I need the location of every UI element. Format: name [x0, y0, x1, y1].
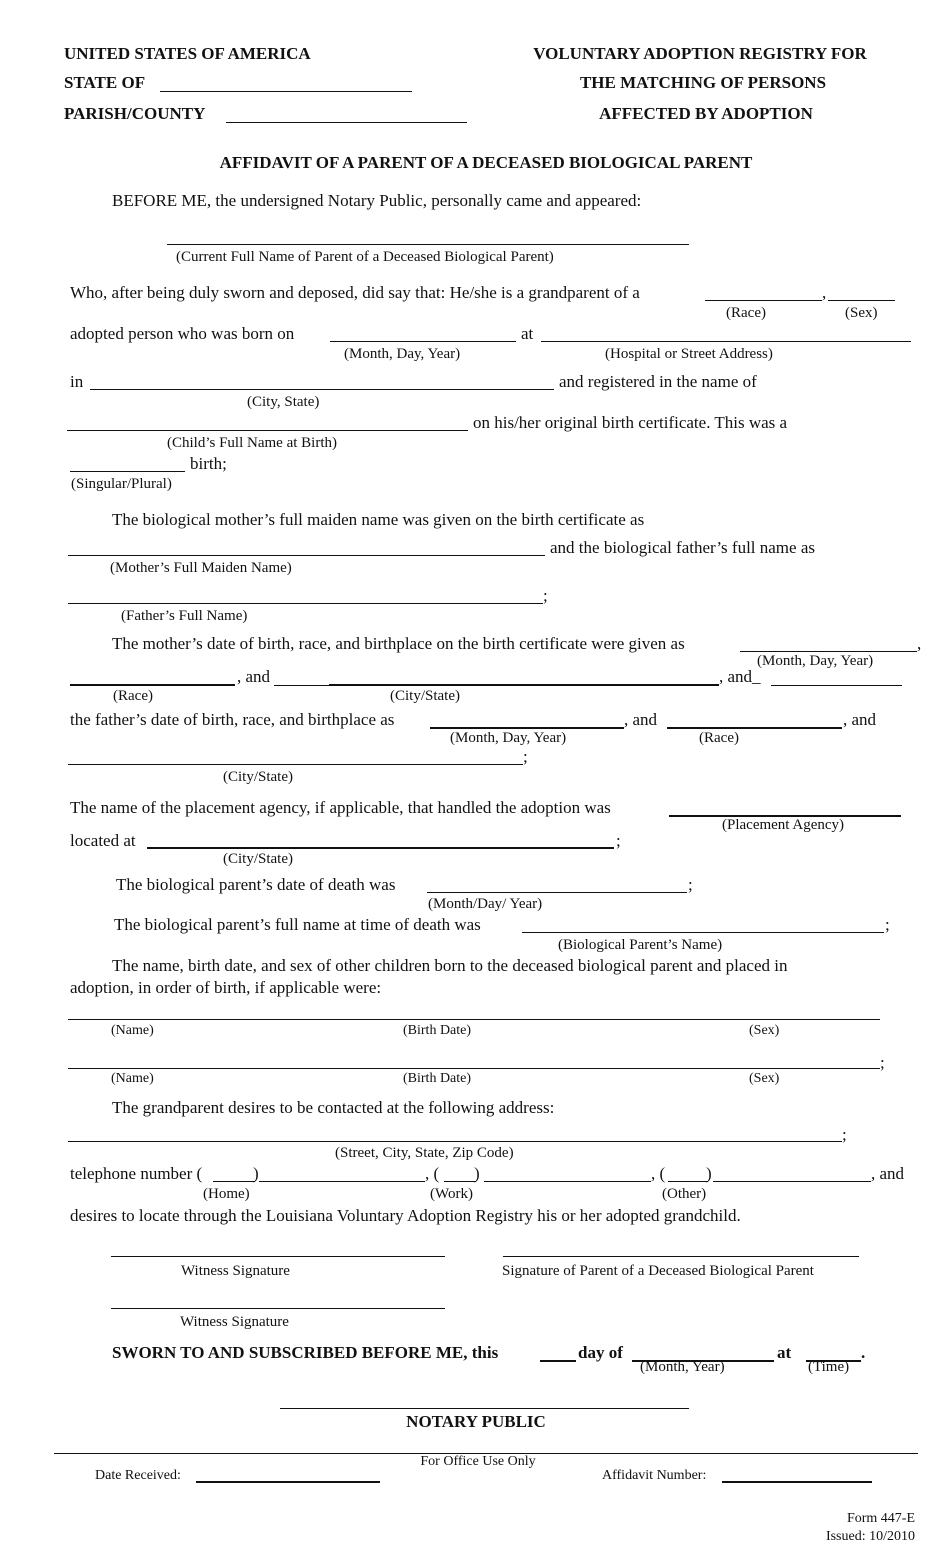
semicolon-5: ;: [885, 915, 890, 934]
notary-public-label: NOTARY PUBLIC: [406, 1412, 546, 1431]
mother-dob-field[interactable]: [740, 651, 917, 652]
father-name-field[interactable]: [68, 603, 543, 604]
other-children-text-2: adoption, in order of birth, if applicable were:: [70, 978, 382, 997]
registered-text: and registered in the name of: [559, 372, 757, 391]
date-received-label: Date Received:: [95, 1468, 181, 1483]
mother-extra-field[interactable]: [771, 685, 902, 686]
state-field[interactable]: [160, 91, 412, 92]
father-birthplace-field[interactable]: [68, 764, 523, 765]
other-child-2-sex-caption: (Sex): [749, 1071, 780, 1086]
other-paren-open: , (: [651, 1164, 666, 1183]
and-text-5: , and: [871, 1164, 905, 1183]
other-child-2-birthdate-caption: (Birth Date): [403, 1071, 472, 1086]
semicolon-2: ;: [523, 747, 528, 766]
semicolon-7: ;: [842, 1125, 847, 1144]
other-phone-field[interactable]: [713, 1181, 871, 1182]
date-received-field[interactable]: [196, 1481, 380, 1483]
father-name-caption: (Father’s Full Name): [121, 608, 248, 624]
issued-date: Issued: 10/2010: [825, 1529, 915, 1544]
other-paren-close: ): [706, 1164, 712, 1183]
registry-title-line1: VOLUNTARY ADOPTION REGISTRY FOR: [533, 44, 867, 63]
other-child-1-field[interactable]: [68, 1019, 880, 1020]
other-child-1-birthdate-caption: (Birth Date): [403, 1023, 472, 1038]
located-at-text: located at: [70, 831, 136, 850]
document-title: AFFIDAVIT OF A PARENT OF A DECEASED BIOLOGICAL PARENT: [219, 153, 753, 172]
witness-2-caption: Witness Signature: [180, 1314, 289, 1330]
parent-name-field[interactable]: [167, 244, 689, 245]
mother-dob-text: The mother’s date of birth, race, and birthplace on the birth certificate were given as: [112, 634, 685, 653]
sworn-statement: Who, after being duly sworn and deposed, did say that: He/she is a grandparent of a: [70, 283, 640, 302]
work-phone-field[interactable]: [484, 1181, 651, 1182]
other-caption: (Other): [662, 1186, 707, 1202]
comma: ,: [822, 283, 827, 302]
agency-caption: (Placement Agency): [722, 817, 845, 833]
telephone-text: telephone number (: [70, 1164, 203, 1183]
semicolon-6: ;: [880, 1053, 885, 1072]
intro-text: BEFORE ME, the undersigned Notary Public, personally came and appeared:: [112, 191, 642, 210]
home-phone-field[interactable]: [259, 1181, 425, 1182]
mother-name-caption: (Mother’s Full Maiden Name): [110, 560, 292, 576]
and-text-3: , and: [624, 710, 658, 729]
singular-plural-field[interactable]: [70, 471, 185, 472]
sex-field[interactable]: [828, 300, 895, 301]
original-certificate-text: on his/her original birth certificate. This was a: [473, 413, 788, 432]
semicolon-3: ;: [616, 831, 621, 850]
and-text-1: , and: [237, 667, 271, 686]
other-child-1-name-caption: (Name): [111, 1023, 154, 1038]
contact-text: The grandparent desires to be contacted at the following address:: [112, 1098, 555, 1117]
witness-1-caption: Witness Signature: [181, 1263, 290, 1279]
other-child-2-name-caption: (Name): [111, 1071, 154, 1086]
death-date-caption: (Month/Day/ Year): [428, 896, 543, 912]
home-paren-close: ): [253, 1164, 259, 1183]
mother-dob-caption: (Month, Day, Year): [757, 653, 874, 669]
birth-text: birth;: [190, 454, 227, 473]
semicolon: ;: [543, 586, 548, 605]
in-text: in: [70, 372, 84, 391]
other-child-2-field[interactable]: [68, 1068, 880, 1069]
parent-name-caption: (Current Full Name of Parent of a Deceased Biological Parent): [176, 249, 554, 265]
death-date-text: The biological parent’s date of death was: [116, 875, 396, 894]
father-dob-text: the father’s date of birth, race, and birthplace as: [70, 710, 395, 729]
child-name-field[interactable]: [67, 430, 468, 431]
father-race-field[interactable]: [667, 727, 842, 729]
other-child-1-sex-caption: (Sex): [749, 1023, 780, 1038]
sworn-day-field[interactable]: [540, 1360, 576, 1362]
affidavit-number-label: Affidavit Number:: [602, 1468, 707, 1483]
address-caption: (Street, City, State, Zip Code): [335, 1145, 514, 1161]
mother-name-field[interactable]: [68, 555, 545, 556]
affidavit-number-field[interactable]: [722, 1481, 872, 1483]
sworn-month-year-caption: (Month, Year): [640, 1359, 725, 1375]
semicolon-4: ;: [688, 875, 693, 894]
child-name-caption: (Child’s Full Name at Birth): [167, 435, 337, 451]
at-text: at: [521, 324, 534, 343]
address-field[interactable]: [68, 1141, 842, 1142]
agency-location-caption: (City/State): [223, 851, 293, 867]
birth-date-field[interactable]: [330, 341, 516, 342]
birth-city-caption: (City, State): [247, 394, 320, 410]
hospital-caption: (Hospital or Street Address): [605, 346, 773, 362]
home-area-code-field[interactable]: [213, 1181, 255, 1182]
witness-1-signature-line[interactable]: [111, 1256, 445, 1257]
sworn-text: SWORN TO AND SUBSCRIBED BEFORE ME, this: [112, 1343, 499, 1362]
mother-race-field[interactable]: [70, 684, 235, 686]
and-text-4: , and: [843, 710, 877, 729]
hospital-field[interactable]: [541, 341, 911, 342]
form-number: Form 447-E: [846, 1511, 915, 1526]
other-area-code-field[interactable]: [668, 1181, 708, 1182]
mother-intro-text: The biological mother’s full maiden name was given on the birth certificate as: [112, 510, 645, 529]
work-caption: (Work): [430, 1186, 473, 1202]
locate-text: desires to locate through the Louisiana Voluntary Adoption Registry his or her adopted grandchild.: [70, 1206, 741, 1225]
agency-text: The name of the placement agency, if applicable, that handled the adoption was: [70, 798, 611, 817]
mother-birthplace-field[interactable]: [329, 684, 719, 686]
parent-signature-caption: Signature of Parent of a Deceased Biological Parent: [502, 1263, 814, 1279]
father-dob-caption: (Month, Day, Year): [450, 730, 567, 746]
parish-label: PARISH/COUNTY: [64, 104, 206, 123]
registry-title-line2: THE MATCHING OF PERSONS: [579, 73, 827, 92]
and-text-2: , and_: [719, 667, 761, 686]
singular-plural-caption: (Singular/Plural): [71, 476, 172, 492]
work-area-code-field: [444, 1181, 476, 1182]
mother-birthplace-field-a[interactable]: [274, 685, 329, 686]
death-name-caption: (Biological Parent’s Name): [558, 937, 723, 953]
registry-title-line3: AFFECTED BY ADOPTION: [599, 104, 813, 123]
death-name-text: The biological parent’s full name at time of death was: [114, 915, 481, 934]
father-name-intro: and the biological father’s full name as: [550, 538, 815, 557]
race-field[interactable]: [705, 300, 822, 301]
sworn-time-caption: (Time): [808, 1359, 850, 1375]
parent-signature-line[interactable]: [503, 1256, 859, 1257]
sworn-period: .: [861, 1343, 866, 1362]
mother-birthplace-caption: (City/State): [390, 688, 460, 704]
father-birthplace-caption: (City/State): [223, 769, 293, 785]
mother-race-caption: (Race): [113, 688, 153, 704]
state-label: STATE OF: [64, 73, 146, 92]
notary-signature-line[interactable]: [280, 1408, 689, 1409]
agency-location-field[interactable]: [147, 847, 614, 849]
home-caption: (Home): [203, 1186, 250, 1202]
work-paren-close: ): [474, 1164, 480, 1183]
country-heading: UNITED STATES OF AMERICA: [64, 44, 311, 63]
witness-2-signature-line[interactable]: [111, 1308, 445, 1309]
adopted-person-text: adopted person who was born on: [70, 324, 295, 343]
parish-field[interactable]: [226, 122, 467, 123]
other-children-text-1: The name, birth date, and sex of other children born to the deceased biological parent and placed in: [112, 956, 788, 975]
work-paren-open: , (: [425, 1164, 440, 1183]
office-use-heading: For Office Use Only: [420, 1454, 536, 1469]
death-name-field[interactable]: [522, 932, 884, 933]
sworn-at-text: at: [777, 1343, 792, 1362]
death-date-field[interactable]: [427, 892, 687, 893]
birth-city-field[interactable]: [90, 389, 554, 390]
comma-2: ,: [917, 634, 922, 653]
day-of-text: day of: [578, 1343, 623, 1362]
race-caption: (Race): [726, 305, 766, 321]
father-dob-field[interactable]: [430, 727, 624, 729]
birth-date-caption: (Month, Day, Year): [344, 346, 461, 362]
father-race-caption: (Race): [699, 730, 739, 746]
sex-caption: (Sex): [845, 305, 878, 321]
